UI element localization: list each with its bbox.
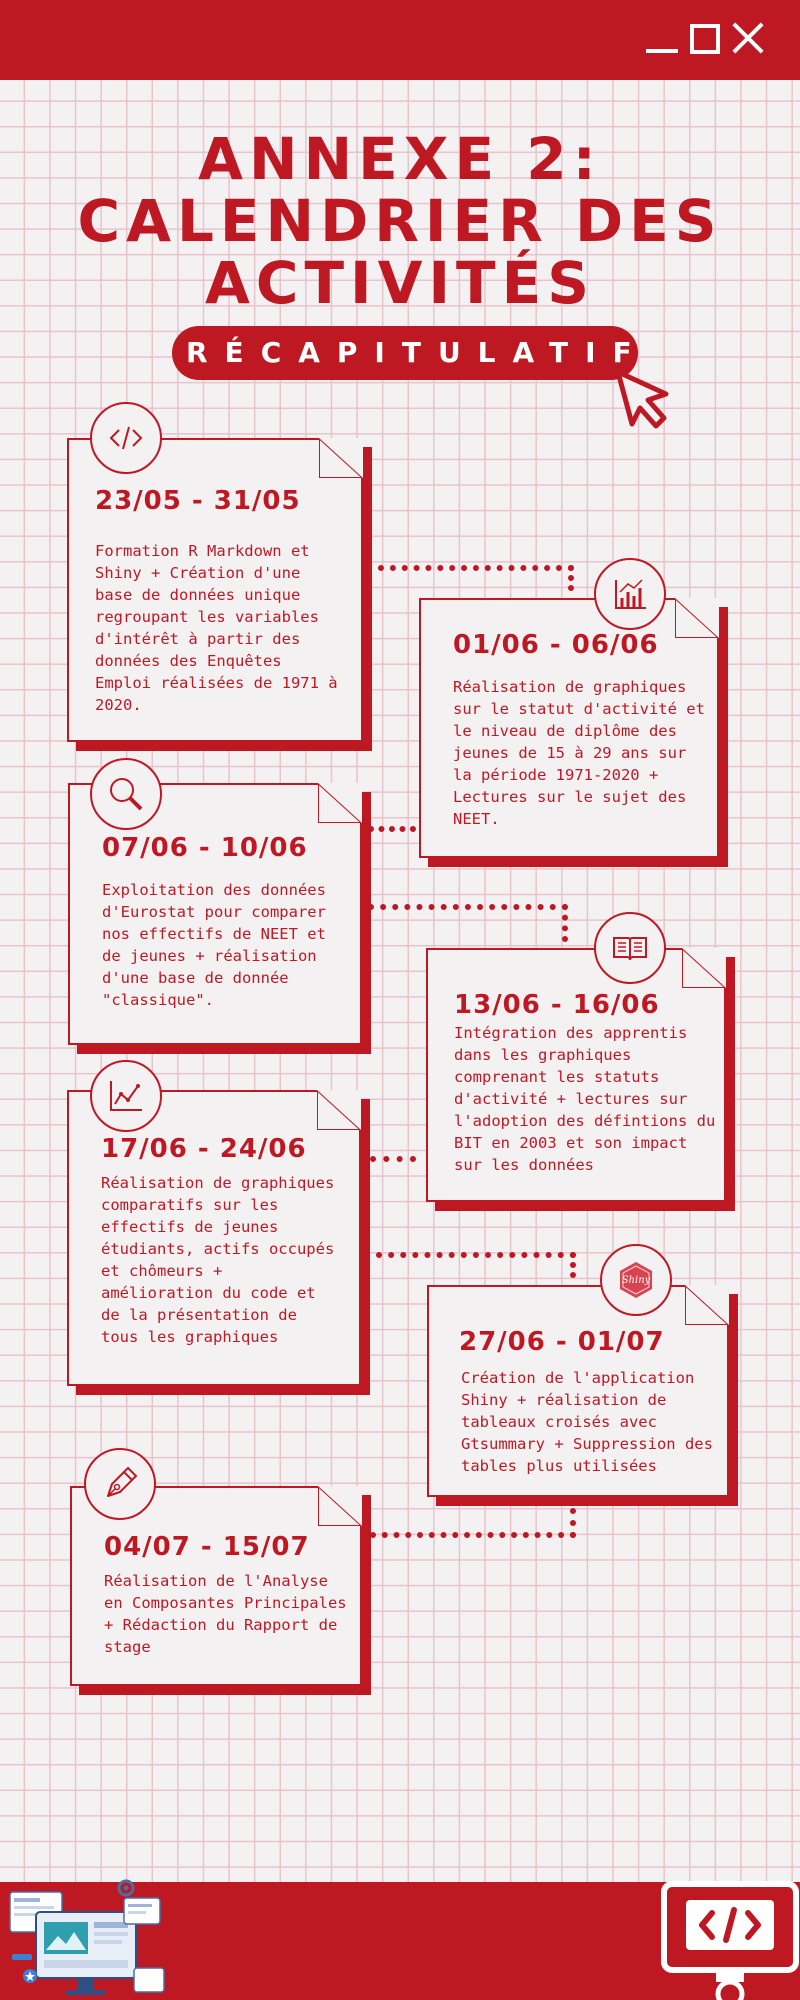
card-date: 07/06 - 10/06	[102, 833, 308, 863]
card-description: Exploitation des données d'Eurostat pour comparer nos effectifs de NEET et de jeunes + réalisation d'une base de donnée "classique".	[102, 881, 326, 1009]
subtitle-pill: RÉCAPITULATIF	[172, 326, 638, 380]
timeline-card-2	[419, 598, 719, 858]
title-line-2: CALENDRIER DES	[77, 187, 723, 255]
card-date: 17/06 - 24/06	[101, 1134, 307, 1164]
connector-5	[376, 1252, 576, 1278]
timeline-card-6	[427, 1285, 729, 1497]
cursor-arrow-icon	[614, 368, 676, 430]
folded-corner-icon	[317, 1090, 361, 1130]
pen-nib-icon	[100, 1464, 140, 1504]
badge-pen	[84, 1448, 156, 1520]
card-description: Réalisation de graphiques comparatifs sur les effectifs de jeunes étudiants, actifs occupés et chômeurs + amélioration du code et de la présentation de tous les graphiques	[101, 1174, 335, 1346]
shiny-logo-text: Shiny	[621, 1275, 651, 1286]
connector-3	[368, 904, 568, 942]
folded-corner-icon	[319, 438, 363, 478]
card-description: Réalisation de l'Analyse en Composantes Principales + Rédaction du Rapport de stage	[104, 1572, 347, 1656]
badge-shiny	[600, 1244, 672, 1316]
folded-corner-icon	[685, 1285, 729, 1325]
timeline-card-5	[67, 1090, 361, 1386]
card-description: Formation R Markdown et Shiny + Création d'une base de données unique regroupant les variables d'intérêt à partir des données des Enquêtes Emploi réalisées de 1971 à 2020.	[95, 542, 338, 714]
window-title-bar	[0, 0, 800, 80]
shiny-logo-icon	[616, 1260, 656, 1300]
code-monitor-icon	[660, 1880, 800, 2000]
timeline-card-1	[67, 438, 363, 742]
title-line-1: ANNEXE 2:	[198, 125, 602, 193]
badge-code	[90, 402, 162, 474]
title-line-3: ACTIVITÉS	[204, 249, 596, 317]
badge-bar-chart	[594, 558, 666, 630]
bar-chart-icon	[610, 574, 650, 614]
folded-corner-icon	[682, 948, 726, 988]
card-description: Intégration des apprentis dans les graphiques comprenant les statuts d'activité + lectures sur l'adoption des défintions du BIT en 2003 et son impact sur les données	[454, 1024, 716, 1174]
badge-magnifier	[90, 758, 162, 830]
connector-2	[368, 826, 416, 832]
badge-line-chart	[90, 1060, 162, 1132]
card-description: Réalisation de graphiques sur le statut d'activité et le niveau de diplôme des jeunes de 15 à 29 ans sur la période 1971-2020 + Lectures sur le sujet des NEET.	[453, 678, 705, 828]
maximize-icon[interactable]	[690, 24, 720, 54]
folded-corner-icon	[318, 783, 362, 823]
magnifier-icon	[106, 774, 146, 814]
connector-1	[378, 565, 574, 591]
code-icon	[106, 418, 146, 458]
page-title	[20, 125, 780, 317]
computer-illustration-icon	[4, 1872, 174, 2000]
card-date: 27/06 - 01/07	[459, 1327, 665, 1357]
badge-book	[594, 912, 666, 984]
open-book-icon	[610, 928, 650, 968]
folded-corner-icon	[675, 598, 719, 638]
close-icon[interactable]	[730, 20, 766, 56]
timeline-card-4	[426, 948, 726, 1202]
card-date: 04/07 - 15/07	[104, 1532, 310, 1562]
folded-corner-icon	[318, 1486, 362, 1526]
card-date: 01/06 - 06/06	[453, 630, 659, 660]
minimize-icon[interactable]	[644, 20, 680, 56]
connector-4	[370, 1156, 416, 1162]
card-date: 13/06 - 16/06	[454, 990, 660, 1020]
card-date: 23/05 - 31/05	[95, 486, 301, 516]
line-chart-icon	[106, 1076, 146, 1116]
connector-6	[370, 1508, 576, 1538]
card-description: Création de l'application Shiny + réalisation de tableaux croisés avec Gtsummary + Suppression des tables plus utilisées	[461, 1369, 713, 1475]
